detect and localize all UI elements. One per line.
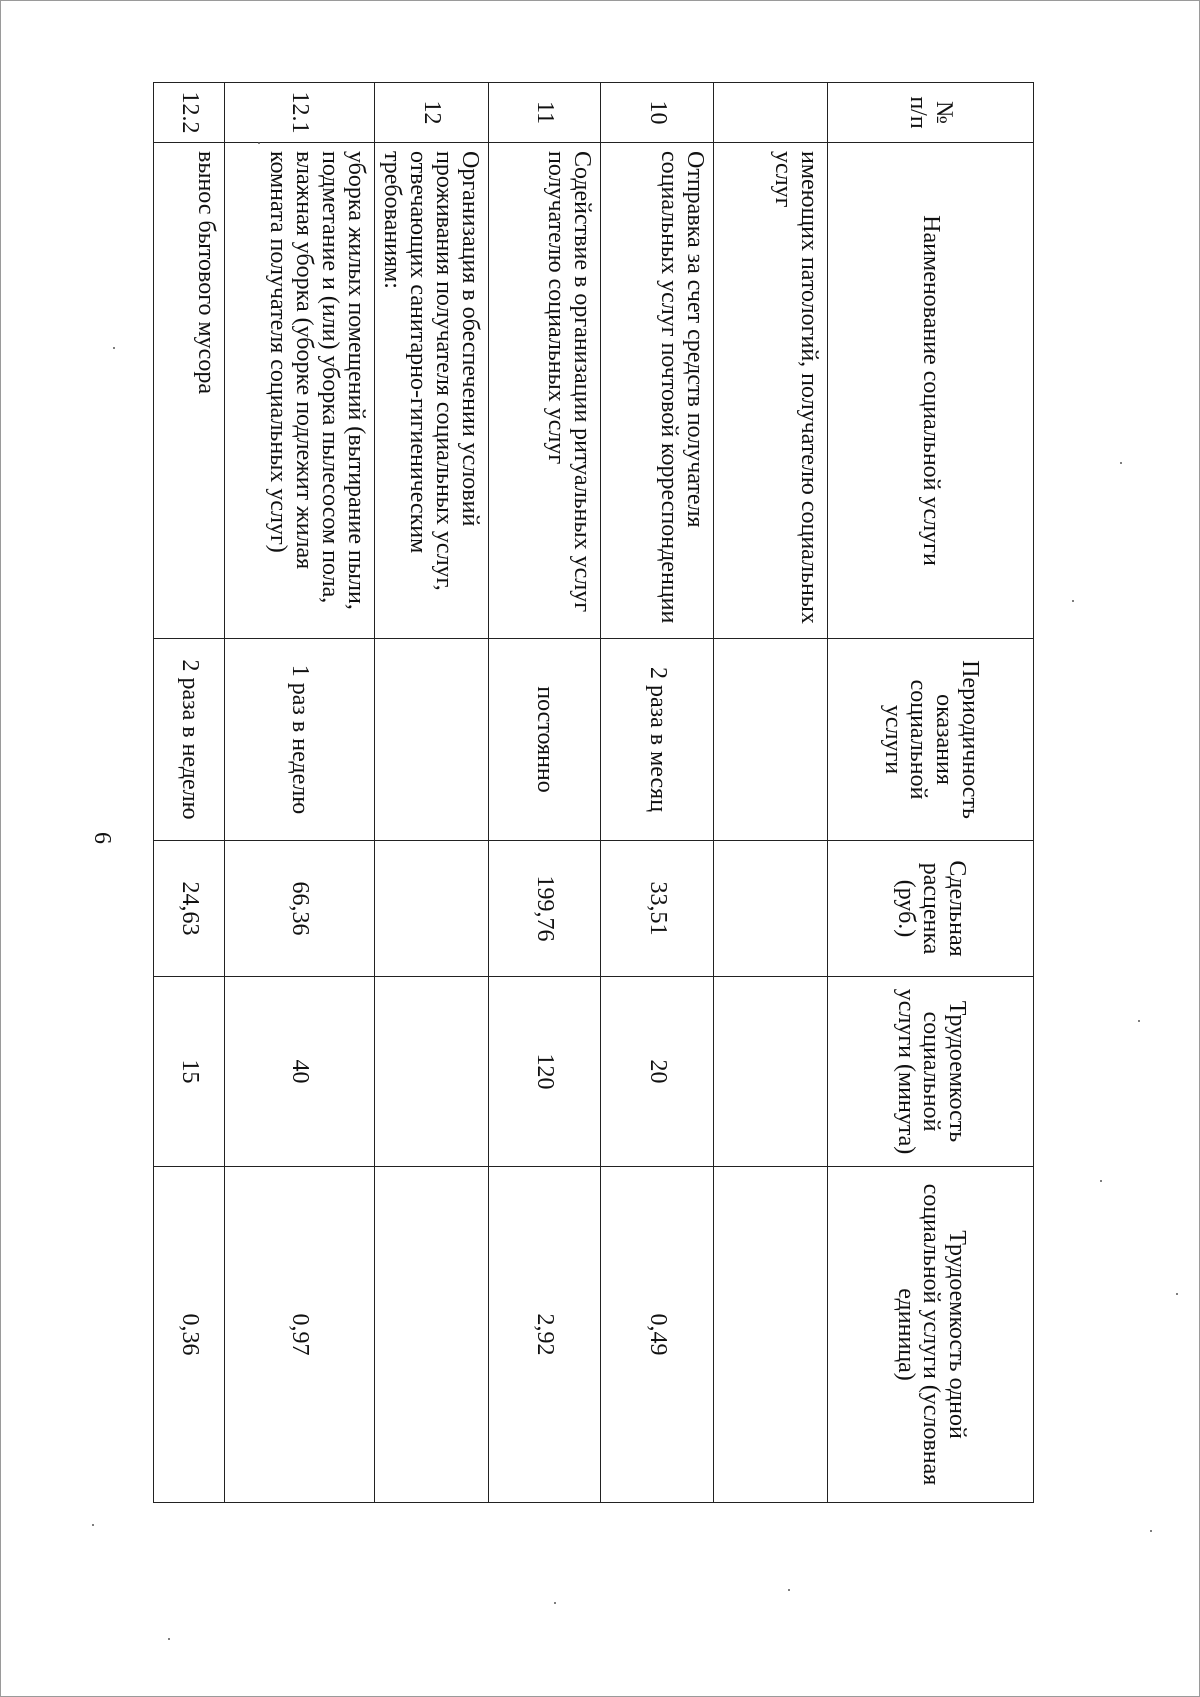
row-name: Отправка за счет средств получателя социальных услуг почтовой корреспонденции (601, 143, 714, 639)
table-header-row (828, 83, 1034, 1503)
row-period: постоянно (489, 639, 601, 841)
header-period: Периодичность оказания социальной услуги (828, 639, 1034, 841)
scan-speckle (1150, 1530, 1152, 1532)
table-row (601, 83, 714, 1503)
scan-speckle (1100, 1180, 1102, 1182)
scan-speckle (168, 1638, 170, 1640)
scan-speckle (1176, 1293, 1178, 1295)
scan-speckle (1138, 1020, 1140, 1022)
header-labor-units: Трудоемкость одной социальной услуги (условная единица) (828, 1167, 1034, 1503)
scan-speckle (1072, 600, 1074, 602)
scan-speckle (258, 142, 260, 144)
services-table (153, 82, 1034, 1503)
scan-speckle (113, 347, 115, 349)
header-price: Сдельная расценка (руб.) (828, 841, 1034, 977)
row-period: 2 раза в месяц (601, 639, 714, 841)
row-labor-minutes (375, 977, 489, 1167)
row-num: 10 (601, 83, 714, 143)
table-row (489, 83, 601, 1503)
row-num: 12.2 (154, 83, 225, 143)
row-labor-minutes: 120 (489, 977, 601, 1167)
row-period: 1 раз в неделю (225, 639, 375, 841)
table-row (225, 83, 375, 1503)
row-price (714, 841, 828, 977)
row-name: вынос бытового мусора (154, 143, 225, 639)
row-period: 2 раза в неделю (154, 639, 225, 841)
row-price (375, 841, 489, 977)
row-labor-units (375, 1167, 489, 1503)
row-price: 199,76 (489, 841, 601, 977)
services-table-rotated (154, 82, 1034, 1502)
row-labor-units: 0,36 (154, 1167, 225, 1503)
row-num: 12 (375, 83, 489, 143)
row-period (375, 639, 489, 841)
row-num: 12.1 (225, 83, 375, 143)
header-name: Наименование социальной услуги (828, 143, 1034, 639)
header-labor-minutes: Трудоемкость социальной услуги (минута) (828, 977, 1034, 1167)
row-price: 66,36 (225, 841, 375, 977)
scan-speckle (788, 1589, 790, 1591)
row-price: 24,63 (154, 841, 225, 977)
page-number: 6 (89, 832, 115, 844)
row-period (714, 639, 828, 841)
scan-speckle (1120, 462, 1122, 464)
row-num: 11 (489, 83, 601, 143)
row-labor-minutes (714, 977, 828, 1167)
row-name: имеющих патологий, получателю социальных услуг (714, 143, 828, 639)
row-labor-units: 0,97 (225, 1167, 375, 1503)
table-row (375, 83, 489, 1503)
header-num: № п/п (828, 83, 1034, 143)
table-row (714, 83, 828, 1503)
row-labor-minutes: 15 (154, 977, 225, 1167)
row-name: уборка жилых помещений (вытирание пыли, подметание и (или) уборка пылесосом пола, влажная уборка (уборке подлежит жилая комната получателя социальных услуг) (225, 143, 375, 639)
row-labor-units: 2,92 (489, 1167, 601, 1503)
scan-speckle (92, 1524, 94, 1526)
row-labor-minutes: 20 (601, 977, 714, 1167)
scan-speckle (554, 1602, 556, 1604)
row-name: Организация в обеспечении условий проживания получателя социальных услуг, отвечающих санитарно-гигиеническим требованиям: (375, 143, 489, 639)
row-labor-units (714, 1167, 828, 1503)
row-labor-minutes: 40 (225, 977, 375, 1167)
row-num (714, 83, 828, 143)
row-price: 33,51 (601, 841, 714, 977)
table-row (154, 83, 225, 1503)
row-name: Содействие в организации ритуальных услуг получателю социальных услуг (489, 143, 601, 639)
row-labor-units: 0,49 (601, 1167, 714, 1503)
